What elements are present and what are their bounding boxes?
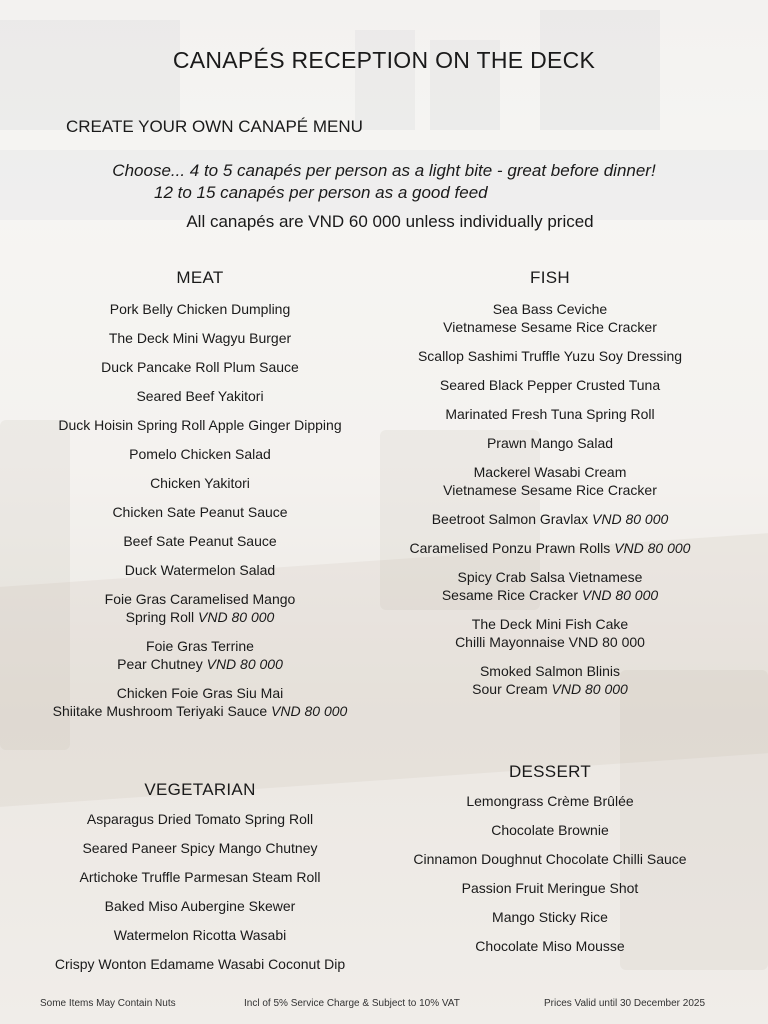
fish-item	[350, 539, 750, 557]
fish-item-price: VND 80 000	[581, 587, 659, 603]
fish-heading: FISH	[530, 268, 570, 287]
fish-item-name-line2: Chilli Mayonnaise VND 80 000	[455, 634, 645, 650]
meat-item	[0, 561, 400, 579]
fish-item-name: The Deck Mini Fish Cake	[471, 616, 629, 632]
fish-item	[350, 463, 750, 499]
meat-item-name-line2: Spring Roll	[125, 609, 195, 625]
dessert-item: Chocolate Brownie	[491, 822, 609, 838]
footer-service-note: Incl of 5% Service Charge & Subject to 10% VAT	[244, 998, 460, 1009]
meat-item	[0, 684, 400, 720]
dessert-section	[350, 762, 750, 966]
vegetarian-item: Artichoke Truffle Parmesan Steam Roll	[79, 869, 321, 885]
meat-item-name: The Deck Mini Wagyu Burger	[108, 330, 292, 346]
meat-item-name: Beef Sate Peanut Sauce	[123, 533, 277, 549]
meat-item	[0, 358, 400, 376]
vegetarian-item: Asparagus Dried Tomato Spring Roll	[86, 811, 314, 827]
vegetarian-heading: VEGETARIAN	[144, 780, 256, 799]
meat-section	[0, 268, 400, 731]
intro-line-2: 12 to 15 canapés per person as a good feed	[154, 183, 488, 202]
vegetarian-list	[0, 810, 400, 973]
meat-item-name: Chicken Foie Gras Siu Mai	[116, 685, 284, 701]
fish-item-name: Smoked Salmon Blinis	[479, 663, 621, 679]
dessert-item: Lemongrass Crème Brûlée	[466, 793, 634, 809]
fish-item	[350, 300, 750, 336]
fish-list	[350, 300, 750, 698]
fish-item	[350, 376, 750, 394]
vegetarian-section	[0, 780, 400, 984]
vegetarian-item: Watermelon Ricotta Wasabi	[113, 927, 287, 943]
dessert-item: Cinnamon Doughnut Chocolate Chilli Sauce	[413, 851, 687, 867]
intro-line-1: Choose... 4 to 5 canapés per person as a light bite - great before dinner!	[112, 161, 656, 180]
fish-item	[350, 510, 750, 528]
meat-item-name: Chicken Yakitori	[150, 475, 250, 491]
meat-item-price: VND 80 000	[198, 609, 275, 625]
fish-item-name: Sea Bass Ceviche	[492, 301, 608, 317]
meat-item	[0, 503, 400, 521]
fish-item-price: VND 80 000	[551, 681, 628, 697]
meat-item-price: VND 80 000	[206, 656, 283, 672]
fish-item-name: Seared Black Pepper Crusted Tuna	[439, 377, 661, 393]
fish-item-name: Mackerel Wasabi Cream	[473, 464, 627, 480]
fish-item	[350, 662, 750, 698]
meat-item	[0, 416, 400, 434]
dessert-item: Passion Fruit Meringue Shot	[461, 880, 639, 896]
fish-item	[350, 347, 750, 365]
price-note: All canapés are VND 60 000 unless individually priced	[186, 212, 594, 231]
dessert-item: Chocolate Miso Mousse	[475, 938, 625, 954]
fish-item-name-line2: Sesame Rice Cracker	[441, 587, 578, 603]
meat-item-name: Duck Pancake Roll Plum Sauce	[101, 359, 299, 375]
vegetarian-item: Baked Miso Aubergine Skewer	[104, 898, 296, 914]
fish-item-name-line2: Vietnamese Sesame Rice Cracker	[443, 482, 657, 498]
footer-valid-note: Prices Valid until 30 December 2025	[544, 998, 706, 1009]
fish-item	[350, 405, 750, 423]
meat-list	[0, 300, 400, 720]
meat-item	[0, 474, 400, 492]
meat-item-name: Seared Beef Yakitori	[136, 388, 264, 404]
meat-item	[0, 445, 400, 463]
meat-item-name: Duck Watermelon Salad	[124, 562, 276, 578]
fish-item-name: Prawn Mango Salad	[486, 435, 614, 451]
meat-item-name-line2: Shiitake Mushroom Teriyaki Sauce	[52, 703, 268, 719]
meat-item-name: Foie Gras Caramelised Mango	[104, 591, 296, 607]
meat-item-name: Pork Belly Chicken Dumpling	[109, 301, 291, 317]
fish-item-name: Beetroot Salmon Gravlax	[431, 511, 589, 527]
dessert-heading: DESSERT	[508, 762, 592, 781]
meat-item-name: Pomelo Chicken Salad	[129, 446, 271, 462]
meat-item-name-line2: Pear Chutney	[117, 656, 203, 672]
meat-item-name: Duck Hoisin Spring Roll Apple Ginger Dipping	[58, 417, 342, 433]
meat-heading: MEAT	[176, 268, 224, 287]
dessert-item: Mango Sticky Rice	[492, 909, 608, 925]
meat-item-price: VND 80 000	[271, 703, 348, 719]
meat-item	[0, 590, 400, 626]
fish-item-name: Caramelised Ponzu Prawn Rolls	[409, 540, 611, 556]
meat-item	[0, 300, 400, 318]
fish-item-name: Spicy Crab Salsa Vietnamese	[457, 569, 643, 585]
meat-item-name: Foie Gras Terrine	[146, 638, 254, 654]
meat-item	[0, 387, 400, 405]
fish-item-price: VND 80 000	[614, 540, 691, 556]
fish-item-name: Marinated Fresh Tuna Spring Roll	[445, 406, 655, 422]
fish-item-name-line2: Sour Cream	[472, 681, 548, 697]
fish-item	[350, 615, 750, 651]
meat-item	[0, 532, 400, 550]
meat-item-name: Chicken Sate Peanut Sauce	[112, 504, 288, 520]
fish-item	[350, 568, 750, 604]
fish-item-name-line2: Vietnamese Sesame Rice Cracker	[443, 319, 657, 335]
vegetarian-item: Seared Paneer Spicy Mango Chutney	[82, 840, 318, 856]
meat-item	[0, 329, 400, 347]
fish-item-name: Scallop Sashimi Truffle Yuzu Soy Dressing	[417, 348, 683, 364]
menu-subtitle: CREATE YOUR OWN CANAPÉ MENU	[66, 117, 363, 136]
page-title: CANAPÉS RECEPTION ON THE DECK	[172, 47, 596, 73]
meat-item	[0, 637, 400, 673]
fish-item	[350, 434, 750, 452]
fish-item-price: VND 80 000	[592, 511, 669, 527]
fish-section	[350, 268, 750, 709]
footer-nuts-note: Some Items May Contain Nuts	[40, 998, 176, 1009]
dessert-list	[350, 792, 750, 955]
vegetarian-item: Crispy Wonton Edamame Wasabi Coconut Dip	[54, 956, 346, 972]
